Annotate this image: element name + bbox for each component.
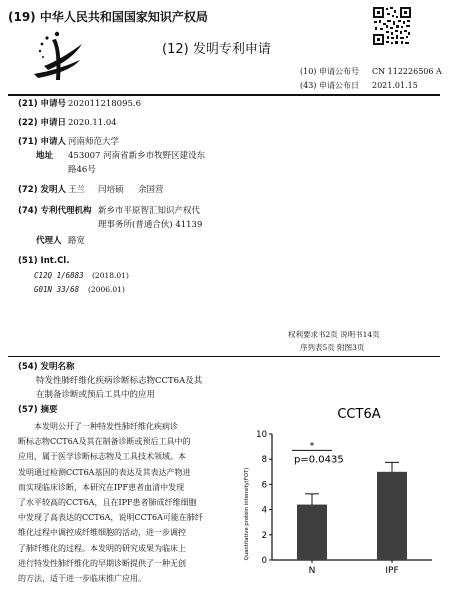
abstract-line: 维化过程中调控成纤维细胞的活动，进一步调控 xyxy=(18,528,186,538)
y-tick-label: 10 xyxy=(256,430,267,440)
applicant-label: (71) 申请人 xyxy=(18,137,67,147)
abstract-body xyxy=(18,419,238,586)
abstract-line: 发明通过检测CCT6A基因的表达及其表达产物进 xyxy=(18,467,191,477)
abstract-line: 而实现临床诊断，本研究在IPF患者血清中发现 xyxy=(18,482,185,492)
agency-line-2: 理事务所(普通合伙) 41139 xyxy=(98,220,203,230)
qr-code-icon xyxy=(372,6,412,46)
filing-date-label: (22) 申请日 xyxy=(18,118,67,128)
publication-date-label: (43) 申请公布日 xyxy=(300,81,359,90)
page-counts-line-1: 权利要求书2页 说明书14页 xyxy=(288,330,380,339)
p-value-label: p=0.0435 xyxy=(294,454,344,466)
address-line-2: 路46号 xyxy=(68,165,96,175)
publication-number-label: (10) 申请公布号 xyxy=(300,67,359,76)
y-tick-label: 4 xyxy=(261,505,267,516)
intcl-label: (51) Int.Cl. xyxy=(18,256,70,266)
inventor-1: 王兰 xyxy=(68,185,86,195)
agent-value: 路宽 xyxy=(68,236,86,246)
header-divider xyxy=(8,94,440,96)
applicant-value: 河南师范大学 xyxy=(68,137,120,147)
application-number-label: (21) 申请号 xyxy=(18,99,67,109)
abstract-line: 的方法，适于进一步临床推广应用。 xyxy=(18,574,146,584)
document-type: (12) 发明专利申请 xyxy=(162,42,271,57)
publication-number-value: CN 112226506 A xyxy=(372,67,442,76)
significance-star: * xyxy=(309,441,315,452)
intcl-code-1: C12Q 1/6883 xyxy=(34,271,84,280)
intcl-date-1: (2018.01) xyxy=(92,271,129,280)
inventor-2: 闫培硕 xyxy=(98,185,124,195)
counts-divider xyxy=(8,356,440,357)
x-tick-label-ipf: IPF xyxy=(385,566,399,576)
bar-n xyxy=(297,505,327,560)
abstract-line: 了水平较高的CCT6A，且在IPF患者肺成纤维细胞 xyxy=(18,498,197,508)
y-tick-label: 6 xyxy=(261,480,267,491)
address-label: 地址 xyxy=(36,151,54,161)
cct6a-bar-chart xyxy=(236,398,454,598)
inventors-label: (72) 发明人 xyxy=(18,185,67,195)
agency-label: (74) 专利代理机构 xyxy=(18,206,92,216)
abstract-line: 断标志物CCT6A及其在制备诊断或预后工具中的 xyxy=(18,437,191,447)
intcl-date-2: (2006.01) xyxy=(88,285,125,294)
agency-line-1: 新乡市平原智汇知识产权代 xyxy=(98,206,201,216)
publication-date-value: 2021.01.15 xyxy=(372,81,418,90)
x-tick-label-n: N xyxy=(308,566,316,576)
abstract-line: 中发现了高表达的CCT6A，说明CCT6A可能在肺纤 xyxy=(18,513,203,523)
page-counts-line-2: 序列表5页 附图3页 xyxy=(300,343,365,352)
filing-date-value: 2020.11.04 xyxy=(68,118,117,128)
y-axis-label: Quantitative protein intensity(FOT) xyxy=(244,467,250,561)
bar-ipf xyxy=(377,472,407,560)
abstract-line: 了肺纤维化的过程。本发明的研究成果为临床上 xyxy=(18,543,186,553)
abstract-label: (57) 摘要 xyxy=(18,405,58,415)
y-tick-label: 0 xyxy=(261,556,267,566)
cnipa-emblem-icon xyxy=(30,30,85,82)
abstract-line: 应用，属于医学诊断标志物及工具技术领域。本 xyxy=(18,452,186,462)
office-name: (19) 中华人民共和国国家知识产权局 xyxy=(8,10,208,24)
y-tick-label: 2 xyxy=(261,530,267,541)
application-number-value: 202011218095.6 xyxy=(68,99,142,109)
agent-label: 代理人 xyxy=(36,236,62,246)
abstract-line: 进行特发性肺纤维化的早期诊断提供了一种无创 xyxy=(18,558,186,568)
address-line-1: 453007 河南省新乡市牧野区建设东 xyxy=(68,151,206,161)
invention-title-label: (54) 发明名称 xyxy=(18,362,75,372)
inventor-3: 余国营 xyxy=(138,185,164,195)
invention-title-line-1: 特发性肺纤维化疾病诊断标志物CCT6A及其 xyxy=(36,376,203,386)
intcl-code-2: G01N 33/68 xyxy=(34,285,80,294)
y-tick-label: 8 xyxy=(261,455,267,466)
invention-title-line-2: 在制备诊断或预后工具中的应用 xyxy=(36,390,156,400)
abstract-line: 本发明公开了一种特发性肺纤维化疾病诊 xyxy=(34,422,178,431)
chart-title: CCT6A xyxy=(337,407,381,422)
